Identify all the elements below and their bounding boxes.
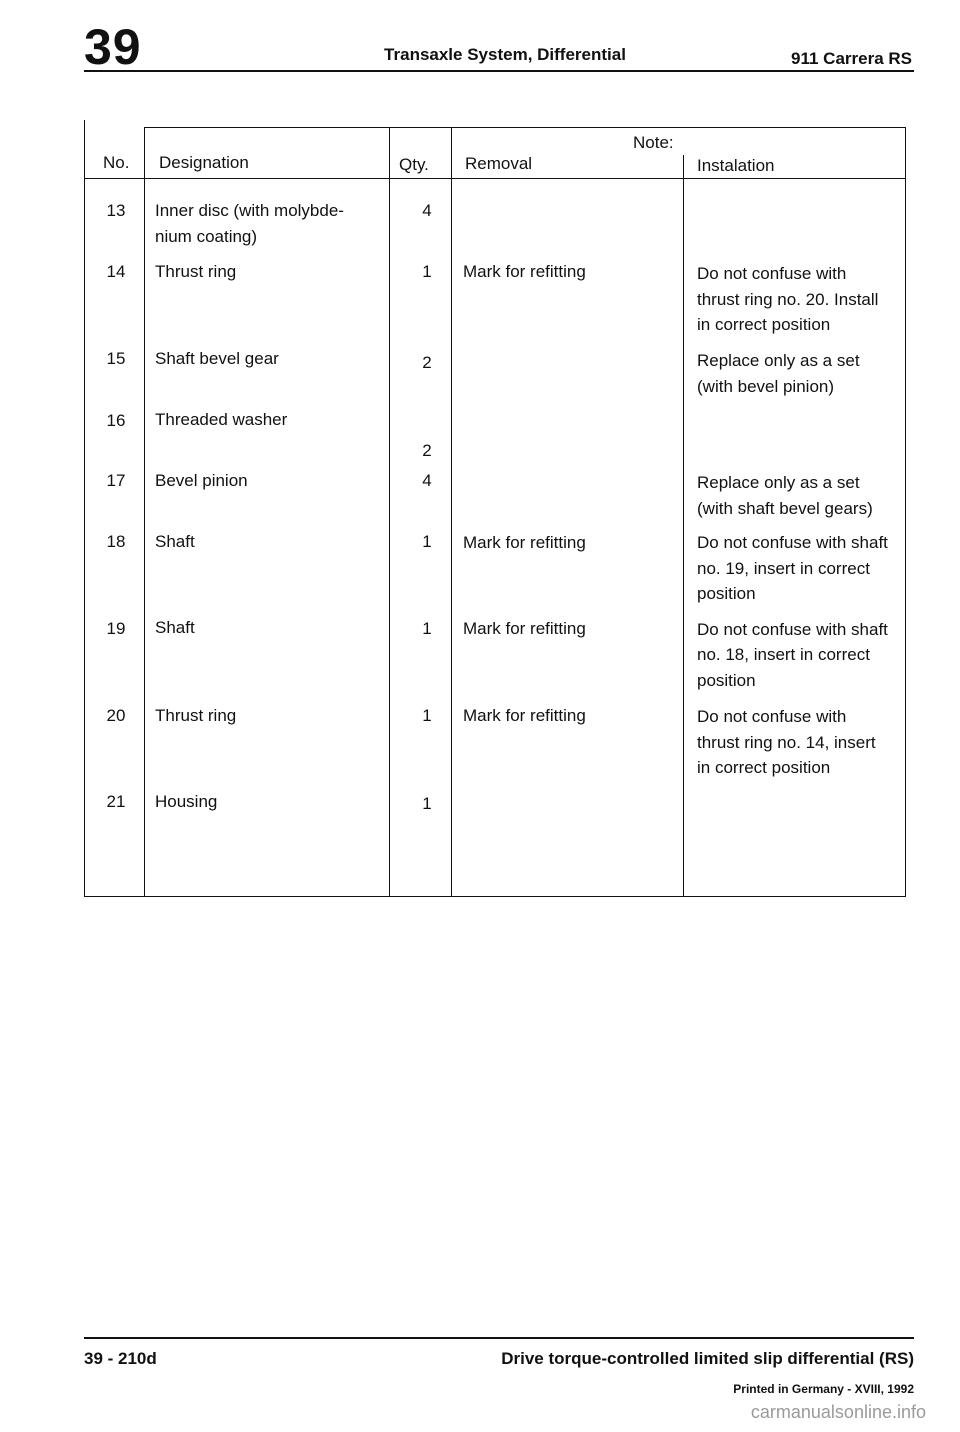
header-designation: Designation xyxy=(159,153,249,172)
row-20-designation: Thrust ring xyxy=(155,706,237,725)
row-18-installation-line3: position xyxy=(697,584,756,603)
section-title: Transaxle System, Differential xyxy=(384,45,626,64)
row-17-qty: 4 xyxy=(422,471,432,490)
row-14-no: 14 xyxy=(106,262,126,281)
column-divider xyxy=(144,127,145,897)
row-17-installation-line2: (with shaft bevel gears) xyxy=(697,499,873,518)
row-17-no: 17 xyxy=(106,471,126,490)
row-20-qty: 1 xyxy=(422,706,432,725)
table-border-right xyxy=(905,127,906,897)
row-18-installation-line1: Do not confuse with shaft xyxy=(697,533,888,552)
row-18-designation: Shaft xyxy=(155,532,195,551)
row-15-installation-line2: (with bevel pinion) xyxy=(697,377,835,396)
header-removal: Removal xyxy=(465,154,533,173)
row-20-removal: Mark for refitting xyxy=(463,706,586,725)
row-17-installation-line1: Replace only as a set xyxy=(697,473,860,492)
row-18-qty: 1 xyxy=(422,532,432,551)
header-qty: Qty. xyxy=(399,155,429,174)
row-13-designation-line1: Inner disc (with molybde- xyxy=(155,201,344,220)
row-14-removal: Mark for refitting xyxy=(463,262,586,281)
row-14-designation: Thrust ring xyxy=(155,262,237,281)
row-16-no: 16 xyxy=(106,411,126,430)
printed-notice: Printed in Germany - XVIII, 1992 xyxy=(733,1382,914,1396)
footer-title: Drive torque-controlled limited slip differential (RS) xyxy=(501,1349,914,1368)
table-border-left xyxy=(84,120,85,897)
header-rule xyxy=(84,70,914,72)
row-16-designation: Threaded washer xyxy=(155,410,288,429)
row-19-designation: Shaft xyxy=(155,618,195,637)
row-15-qty: 2 xyxy=(422,353,432,372)
column-divider xyxy=(389,127,390,897)
row-19-qty: 1 xyxy=(422,619,432,638)
row-20-installation-line2: thrust ring no. 14, insert xyxy=(697,733,876,752)
watermark: carmanualsonline.info xyxy=(750,1402,926,1422)
row-18-installation-line2: no. 19, insert in correct xyxy=(697,559,870,578)
table-bottom-rule xyxy=(84,896,906,897)
row-16-qty: 2 xyxy=(422,441,432,460)
row-19-installation-line2: no. 18, insert in correct xyxy=(697,645,870,664)
column-divider xyxy=(683,155,684,897)
row-14-qty: 1 xyxy=(422,262,432,281)
header-installation: Instalation xyxy=(697,156,775,175)
row-15-designation: Shaft bevel gear xyxy=(155,349,279,368)
row-15-no: 15 xyxy=(106,349,126,368)
row-19-installation-line1: Do not confuse with shaft xyxy=(697,620,888,639)
page-number: 39 - 210d xyxy=(84,1349,157,1368)
row-20-no: 20 xyxy=(106,706,126,725)
row-13-designation-line2: nium coating) xyxy=(155,227,258,246)
header-no: No. xyxy=(103,153,130,172)
row-18-no: 18 xyxy=(106,532,126,551)
row-20-installation-line3: in correct position xyxy=(697,758,831,777)
row-13-no: 13 xyxy=(106,201,126,220)
row-13-qty: 4 xyxy=(422,201,432,220)
row-21-qty: 1 xyxy=(422,794,432,813)
column-divider xyxy=(451,127,452,897)
row-19-no: 19 xyxy=(106,619,126,638)
header-bottom-rule xyxy=(84,178,906,179)
chapter-number: 39 xyxy=(84,19,142,75)
header-note: Note: xyxy=(633,133,674,152)
row-14-installation-line1: Do not confuse with xyxy=(697,264,847,283)
row-21-designation: Housing xyxy=(155,792,218,811)
table-top-rule xyxy=(144,127,906,128)
row-17-designation: Bevel pinion xyxy=(155,471,248,490)
row-18-removal: Mark for refitting xyxy=(463,533,586,552)
row-15-installation-line1: Replace only as a set xyxy=(697,351,860,370)
row-20-installation-line1: Do not confuse with xyxy=(697,707,847,726)
footer-rule xyxy=(84,1337,914,1339)
model-name: 911 Carrera RS xyxy=(791,49,912,68)
row-19-installation-line3: position xyxy=(697,671,756,690)
row-21-no: 21 xyxy=(106,792,126,811)
row-14-installation-line2: thrust ring no. 20. Install xyxy=(697,290,879,309)
row-14-installation-line3: in correct position xyxy=(697,315,831,334)
row-19-removal: Mark for refitting xyxy=(463,619,586,638)
